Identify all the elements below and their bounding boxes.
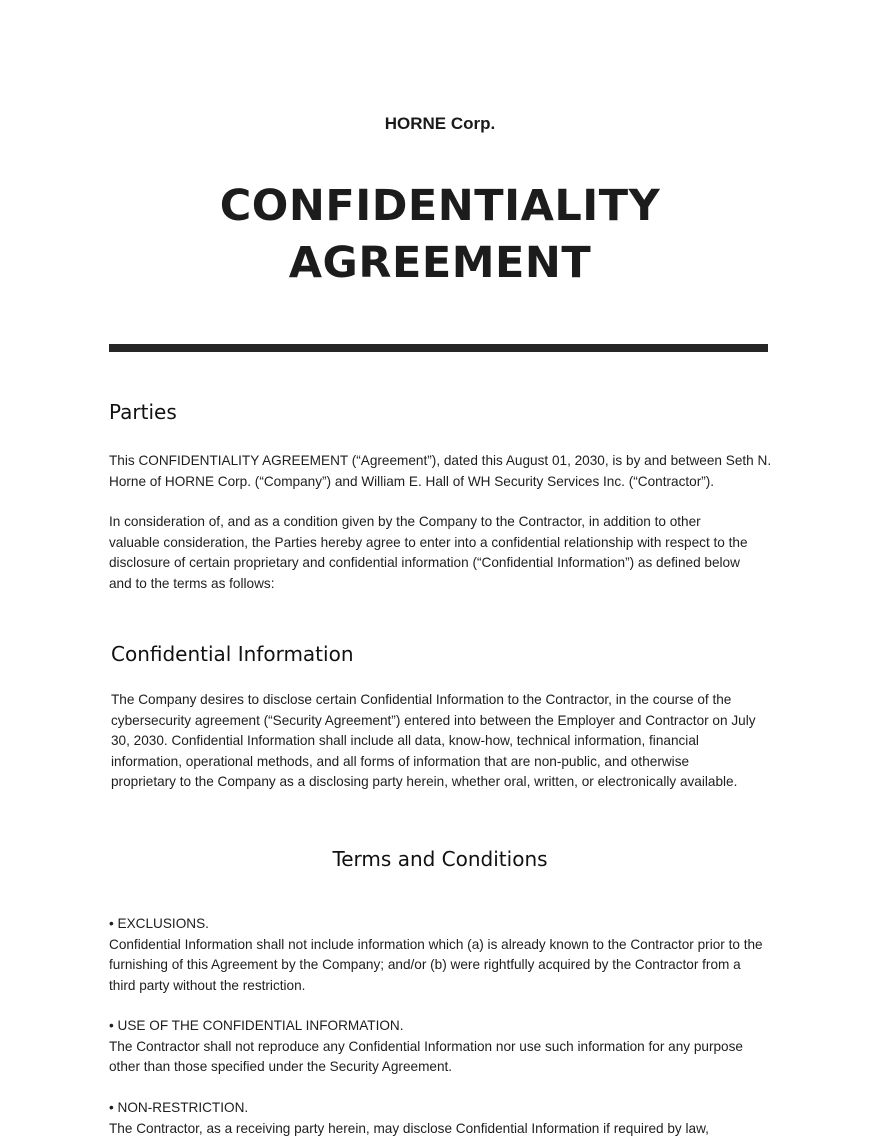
text-line: proprietary to the Company as a disclosing party herein, whether oral, written, or electronically available. [111,774,738,790]
text-line: This CONFIDENTIALITY AGREEMENT (“Agreement”), dated this August 01, 2030, is by and between Seth N. [109,453,772,468]
text-line: valuable consideration, the Parties hereby agree to enter into a confidential relationship with respect to the [109,534,748,550]
section-heading-parties: Parties [109,400,177,424]
text-line: The Contractor, as a receiving party herein, may disclose Confidential Information if required by law, [109,1120,709,1136]
parties-paragraph-2 [109,512,748,594]
text-line: other than those specified under the Security Agreement. [109,1059,453,1075]
confidential-paragraph [111,690,756,793]
text-line: information, operational methods, and all forms of information that are non-public, and otherwise [111,753,690,769]
title-line: AGREEMENT [288,238,592,288]
item-label: • EXCLUSIONS. [109,916,209,931]
text-line: third party without the restriction. [109,977,306,993]
section-heading-terms: Terms and Conditions [332,847,548,871]
text-line: furnishing of this Agreement by the Company; and/or (b) were rightfully acquired by the Contractor from a [109,957,741,973]
text-line: and to the terms as follows: [109,575,275,591]
divider-bar [109,344,768,352]
text-line: Confidential Information shall not include information which (a) is already known to the Contractor prior to the [109,936,763,952]
company-name: HORNE Corp. [384,114,496,133]
document-title [0,178,880,292]
item-label: • NON-RESTRICTION. [109,1100,249,1115]
text-line: The Company desires to disclose certain Confidential Information to the Contractor, in the course of the [111,692,732,707]
text-line: cybersecurity agreement (“Security Agreement”) entered into between the Employer and Contractor on July [111,712,756,728]
terms-item-use [109,1016,743,1078]
section-heading-confidential-information: Confidential Information [111,642,354,666]
title-line: CONFIDENTIALITY [219,181,661,231]
text-line: 30, 2030. Confidential Information shall include all data, know-how, technical information, financial [111,733,699,749]
terms-item-non-restriction [109,1098,709,1139]
parties-paragraph-1 [109,451,771,492]
text-line: In consideration of, and as a condition given by the Company to the Contractor, in addition to other [109,514,701,529]
text-line: Horne of HORNE Corp. (“Company”) and William E. Hall of WH Security Services Inc. (“Contractor”). [109,473,715,489]
item-label: • USE OF THE CONFIDENTIAL INFORMATION. [109,1018,404,1033]
terms-item-exclusions [109,914,763,996]
text-line: disclosure of certain proprietary and confidential information (“Confidential Information”) as defined below [109,555,740,571]
text-line: The Contractor shall not reproduce any Confidential Information nor use such information for any purpose [109,1038,743,1054]
